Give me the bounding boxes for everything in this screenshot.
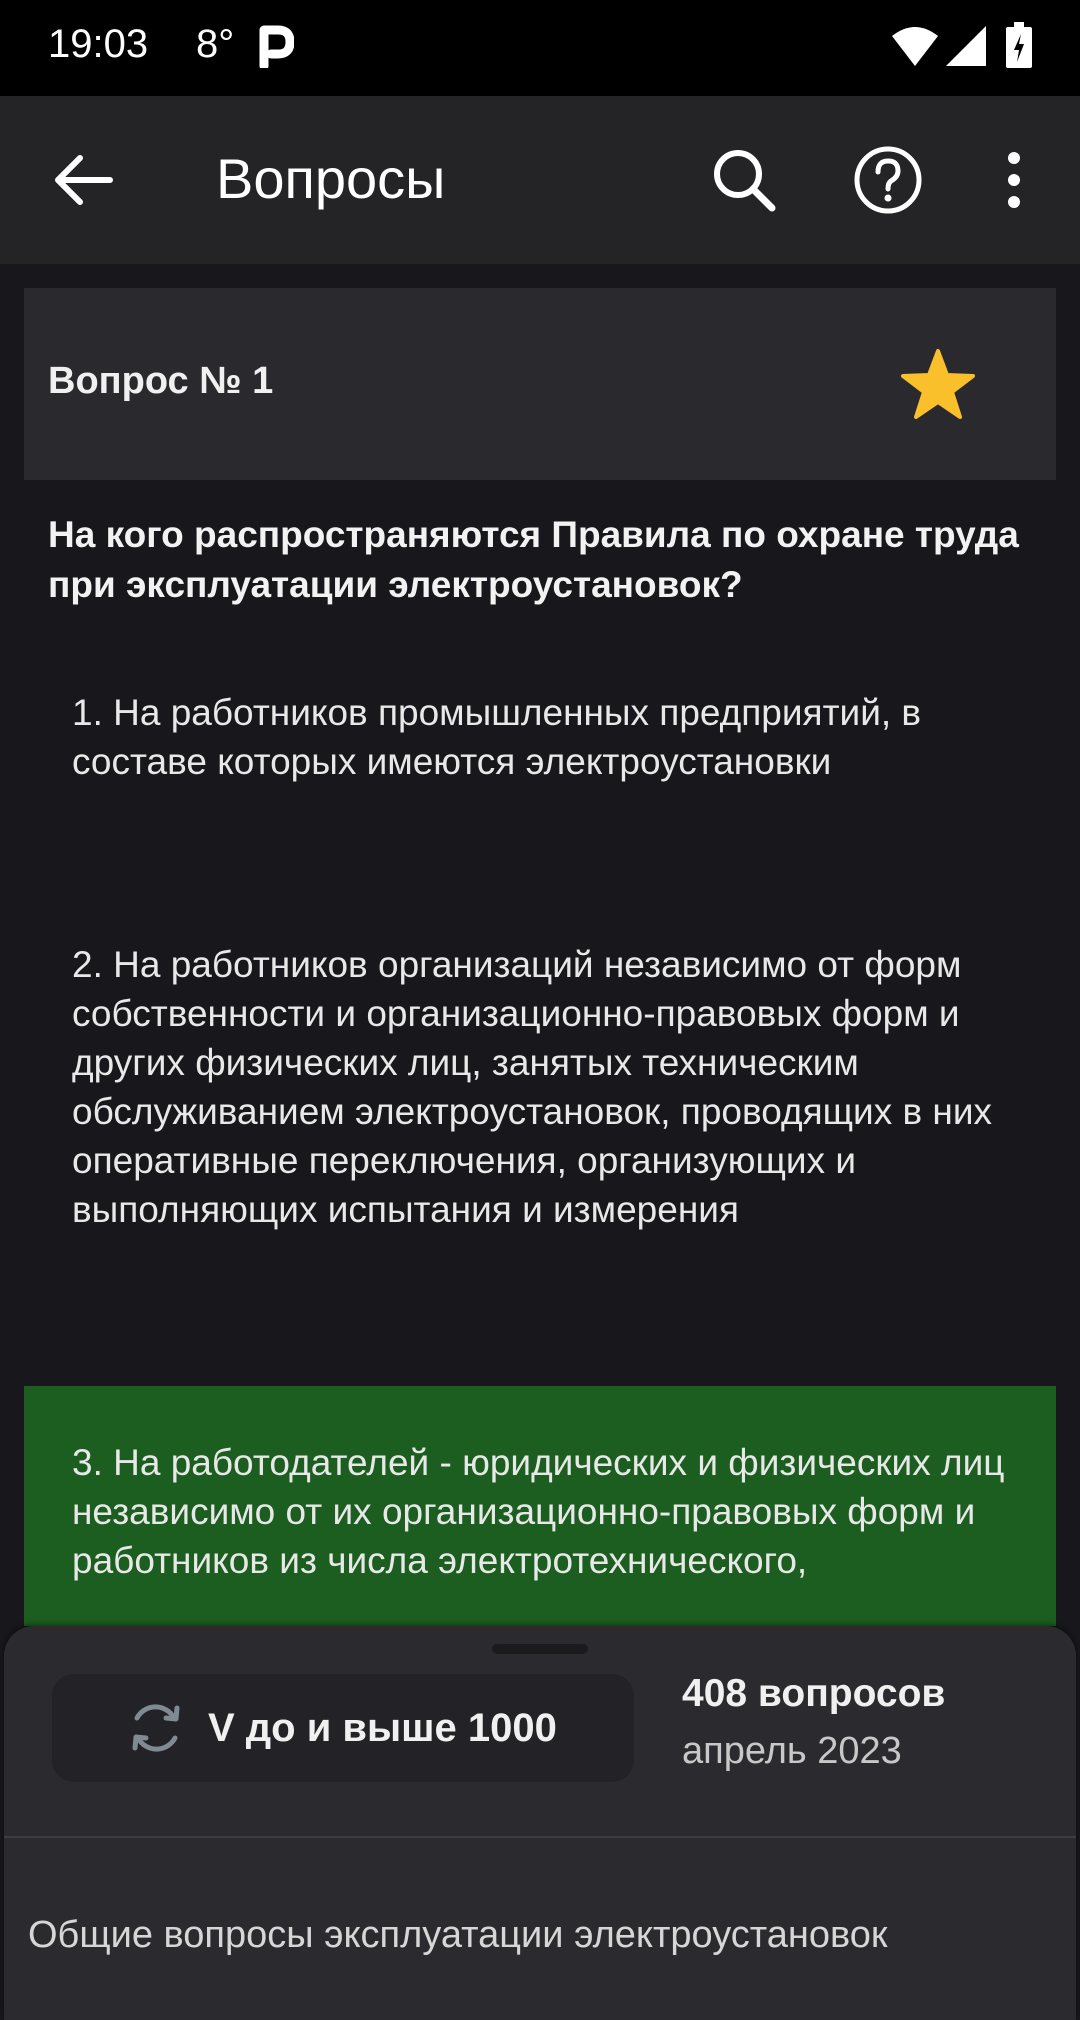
answer-option-2[interactable]: 2. На работников организаций независимо от форм собственности и организационно-правовых форм и других физических лиц, занятых техническим обслуживанием электроустановок, проводящих в них оперативные переключения, организующих и выполняющих испытания и измерения <box>72 944 993 1230</box>
bottom-sheet <box>4 1626 1076 2020</box>
status-bar <box>0 0 1080 96</box>
star-icon[interactable] <box>900 348 976 420</box>
help-icon[interactable] <box>852 144 924 216</box>
wifi-icon <box>892 26 938 66</box>
refresh-icon <box>126 1698 186 1758</box>
answer-option-3-correct[interactable]: 3. На работодателей - юридических и физических лиц независимо от их организационно-правовых форм и работников из числа электротехнического, <box>24 1386 1056 1626</box>
battery-charging-icon <box>1006 22 1032 68</box>
category-item[interactable]: Общие вопросы эксплуатации электроустановок <box>28 1914 888 1956</box>
parking-icon <box>258 24 294 68</box>
version-date: апрель 2023 <box>682 1730 902 1772</box>
back-arrow-icon[interactable] <box>52 148 116 212</box>
status-time: 19:03 <box>48 22 149 66</box>
app-bar <box>0 96 1080 264</box>
question-number: Вопрос № 1 <box>48 360 274 402</box>
question-count: 408 вопросов <box>682 1672 946 1715</box>
status-temperature: 8° <box>196 22 235 66</box>
question-text: На кого распространяются Правила по охране труда при эксплуатации электроустановок? <box>48 514 1019 605</box>
question-header <box>24 288 1056 480</box>
divider <box>4 1836 1076 1838</box>
page-title: Вопросы <box>216 147 446 210</box>
signal-icon <box>946 26 986 66</box>
answer-option-1[interactable]: 1. На работников промышленных предприятий, в составе которых имеются электроустановки <box>72 692 922 782</box>
drag-handle[interactable] <box>492 1644 588 1654</box>
version-button[interactable] <box>52 1674 634 1782</box>
more-vert-icon[interactable] <box>994 148 1034 212</box>
version-label: V до и выше 1000 <box>208 1706 557 1750</box>
search-icon[interactable] <box>710 146 778 214</box>
